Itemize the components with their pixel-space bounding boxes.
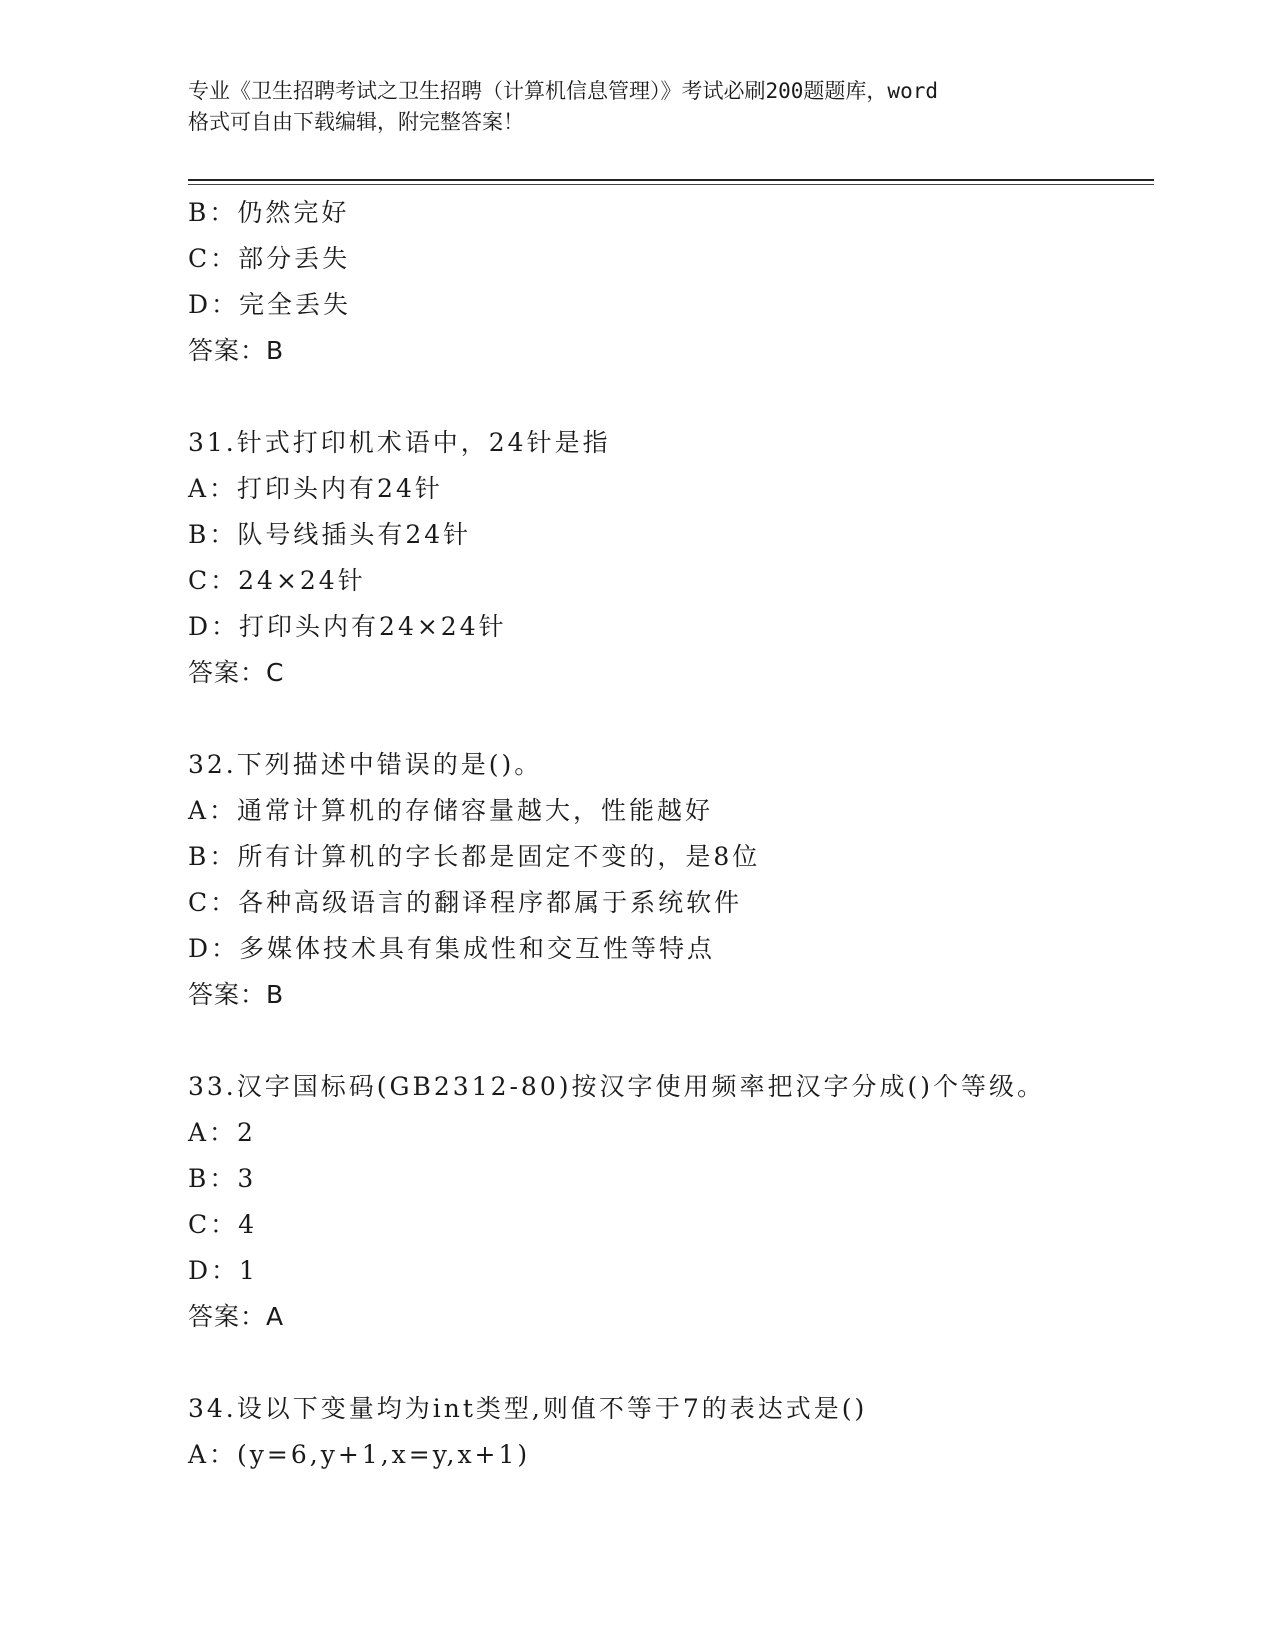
option-a: A：2 <box>188 1118 256 1147</box>
question-stem: 32.下列描述中错误的是()。 <box>188 750 543 779</box>
question-list <box>188 190 1148 1478</box>
option-c: C：部分丢失 <box>188 244 351 273</box>
question-stem: 33.汉字国标码(GB2312-80)按汉字使用频率把汉字分成()个等级。 <box>188 1072 1045 1101</box>
answer-line: 答案：A <box>188 1302 285 1331</box>
option-a: A：(y=6,y+1,x=y,x+1) <box>188 1440 531 1469</box>
spacer <box>188 1018 1148 1064</box>
question-32 <box>188 742 1148 1018</box>
answer-line: 答案：B <box>188 336 285 365</box>
spacer <box>188 696 1148 742</box>
option-d: D：完全丢失 <box>188 290 352 319</box>
question-stem: 34.设以下变量均为int类型,则值不等于7的表达式是() <box>188 1394 868 1423</box>
prev-question-block <box>188 190 1148 374</box>
header-divider-thin <box>188 184 1154 185</box>
spacer <box>188 374 1148 420</box>
answer-line: 答案：B <box>188 980 285 1009</box>
answer-line: 答案：C <box>188 658 285 687</box>
option-d: D：打印头内有24×24针 <box>188 612 507 641</box>
question-31 <box>188 420 1148 696</box>
option-c: C：24×24针 <box>188 566 366 595</box>
header-line-2: 格式可自由下载编辑，附完整答案！ <box>188 110 524 134</box>
question-33 <box>188 1064 1148 1340</box>
document-header <box>188 76 1088 138</box>
header-divider-thick <box>188 179 1154 181</box>
option-b: B：所有计算机的字长都是固定不变的，是8位 <box>188 842 761 871</box>
header-line-1: 专业《卫生招聘考试之卫生招聘（计算机信息管理）》考试必刷200题题库，word <box>188 79 938 103</box>
spacer <box>188 1340 1148 1386</box>
question-34 <box>188 1386 1148 1478</box>
option-b: B：队号线插头有24针 <box>188 520 472 549</box>
option-c: C：各种高级语言的翻译程序都属于系统软件 <box>188 888 743 917</box>
option-a: A：通常计算机的存储容量越大，性能越好 <box>188 796 714 825</box>
option-b: B：仍然完好 <box>188 198 350 227</box>
option-d: D：多媒体技术具有集成性和交互性等特点 <box>188 934 716 963</box>
question-stem: 31.针式打印机术语中，24针是指 <box>188 428 611 457</box>
option-c: C：4 <box>188 1210 258 1239</box>
option-a: A：打印头内有24针 <box>188 474 443 503</box>
option-d: D：1 <box>188 1256 258 1285</box>
option-b: B：3 <box>188 1164 257 1193</box>
